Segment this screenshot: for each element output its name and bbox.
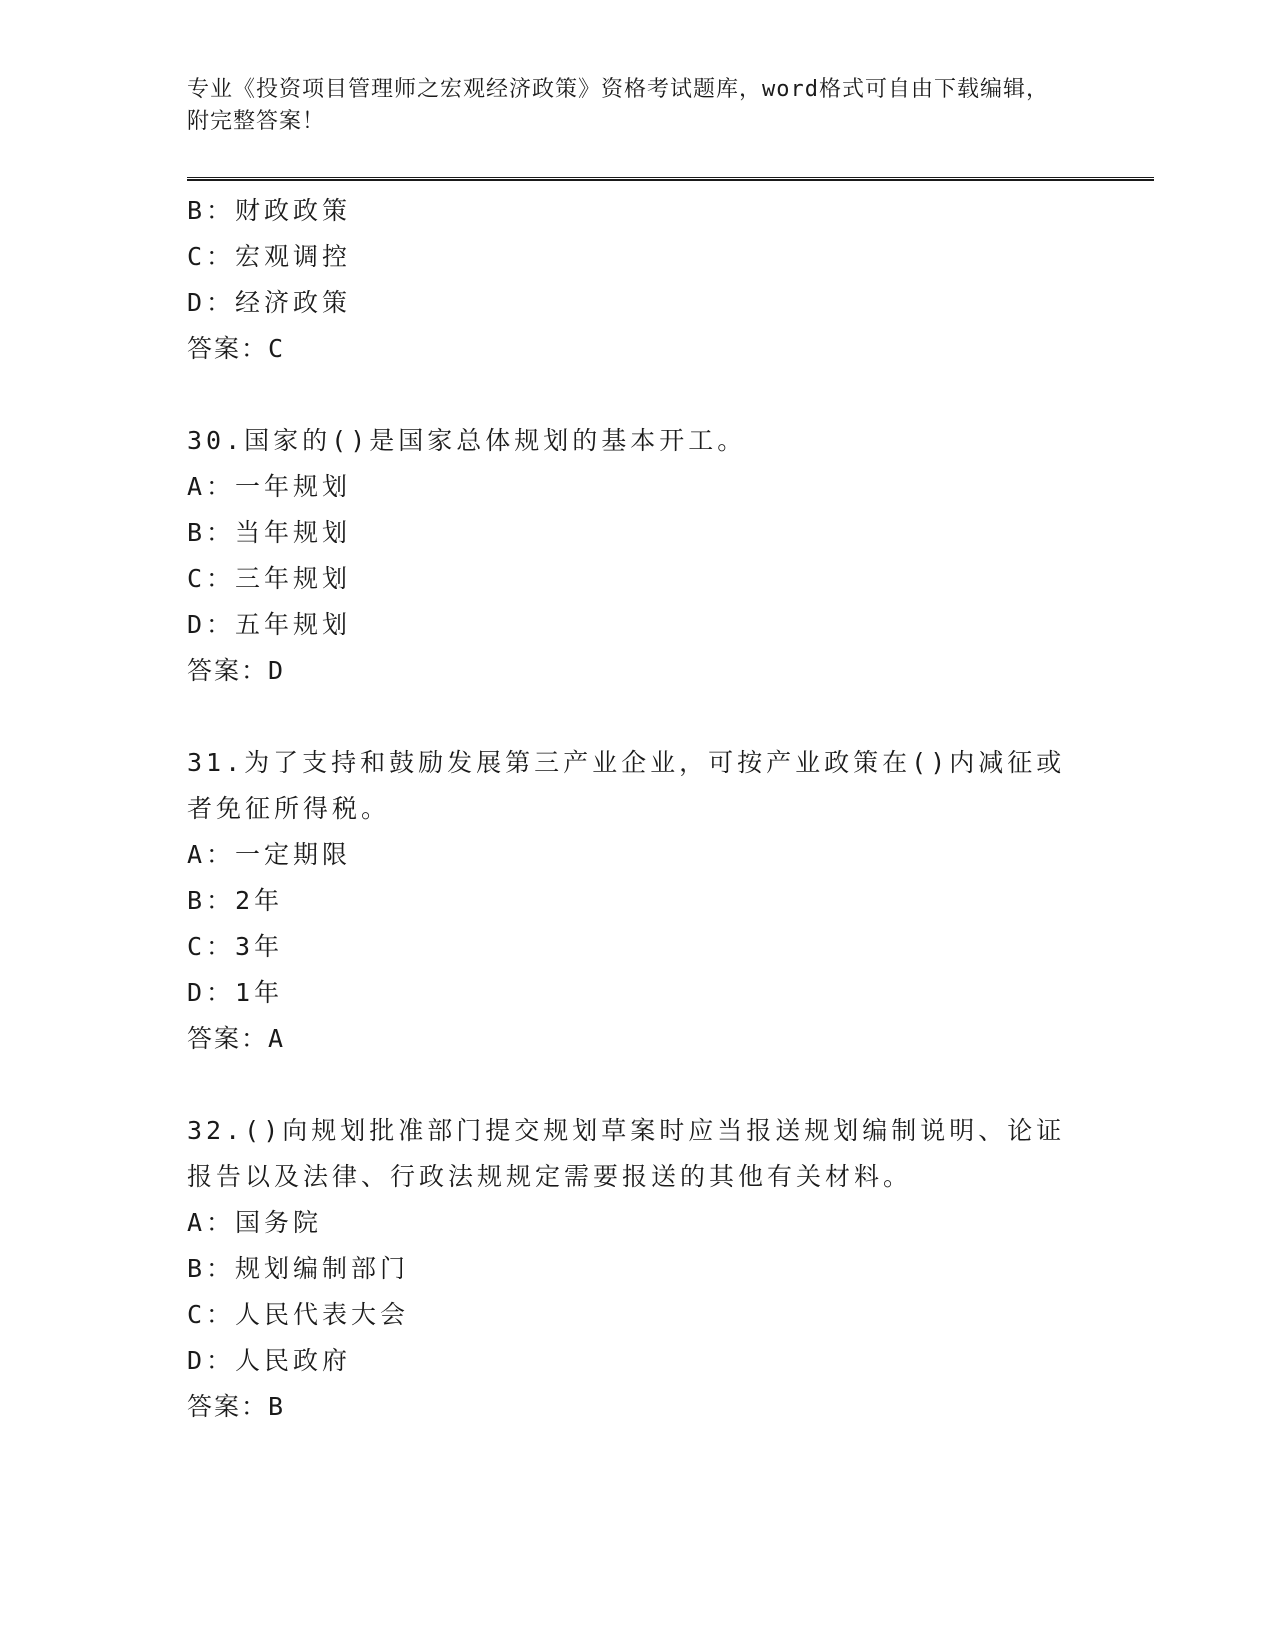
option-c: C：3年 bbox=[187, 932, 284, 961]
option-c: C：人民代表大会 bbox=[187, 1300, 410, 1329]
spacer bbox=[187, 694, 1087, 740]
question-text: 32.()向规划批准部门提交规划草案时应当报送规划编制说明、论证报告以及法律、行政法规规定需要报送的其他有关材料。 bbox=[187, 1116, 1066, 1191]
answer-line: 答案：C bbox=[187, 334, 286, 363]
question-block-prev bbox=[187, 188, 1087, 372]
option-b: B：规划编制部门 bbox=[187, 1254, 410, 1283]
spacer bbox=[187, 372, 1087, 418]
option-a: A：国务院 bbox=[187, 1208, 323, 1237]
option-d: D：五年规划 bbox=[187, 610, 352, 639]
option-b: B：财政政策 bbox=[187, 196, 352, 225]
option-a: A：一年规划 bbox=[187, 472, 352, 501]
document-header: 专业《投资项目管理师之宏观经济政策》资格考试题库，word格式可自由下载编辑，附完整答案！ bbox=[187, 77, 1049, 134]
question-block-32 bbox=[187, 1108, 1087, 1430]
question-text: 31.为了支持和鼓励发展第三产业企业，可按产业政策在()内减征或者免征所得税。 bbox=[187, 748, 1066, 823]
question-list bbox=[187, 188, 1087, 1430]
spacer bbox=[187, 1062, 1087, 1108]
header-divider bbox=[187, 177, 1154, 181]
question-text: 30.国家的()是国家总体规划的基本开工。 bbox=[187, 426, 747, 455]
option-c: C：三年规划 bbox=[187, 564, 352, 593]
question-block-30 bbox=[187, 418, 1087, 694]
answer-line: 答案：A bbox=[187, 1024, 286, 1053]
answer-line: 答案：B bbox=[187, 1392, 286, 1421]
option-d: D：经济政策 bbox=[187, 288, 352, 317]
option-d: D：1年 bbox=[187, 978, 284, 1007]
option-c: C：宏观调控 bbox=[187, 242, 352, 271]
answer-line: 答案：D bbox=[187, 656, 286, 685]
question-block-31 bbox=[187, 740, 1087, 1062]
option-b: B：2年 bbox=[187, 886, 284, 915]
option-d: D：人民政府 bbox=[187, 1346, 352, 1375]
option-b: B：当年规划 bbox=[187, 518, 352, 547]
option-a: A：一定期限 bbox=[187, 840, 352, 869]
